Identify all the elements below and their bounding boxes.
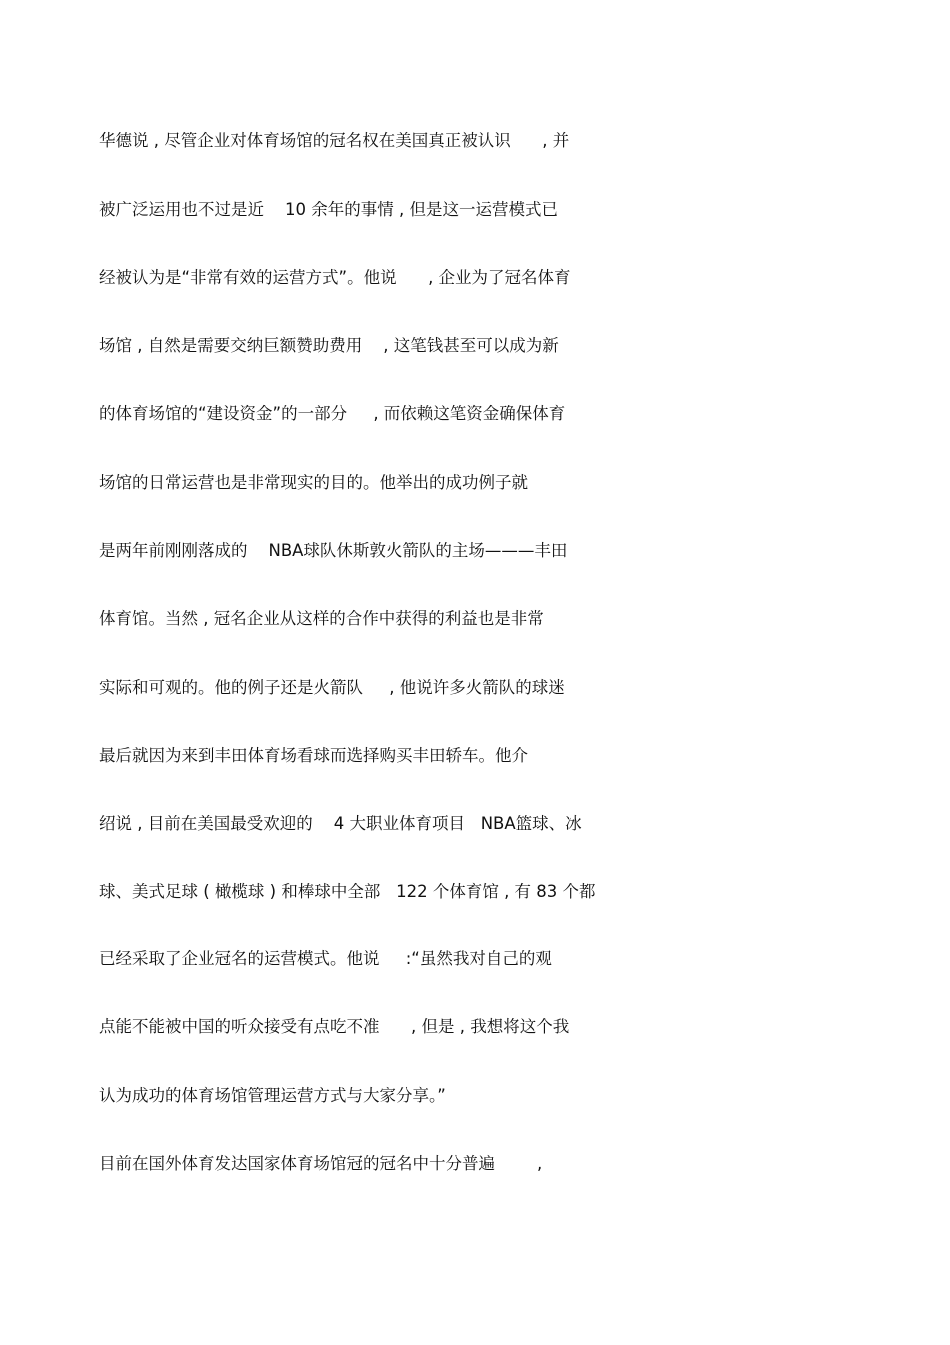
- body-text-line: 已经采取了企业冠名的运营模式。他说 :“虽然我对自己的观: [99, 949, 552, 968]
- body-text-line: 场馆 , 自然是需要交纳巨额赞助费用 , 这笔钱甚至可以成为新: [99, 336, 559, 355]
- body-text-line: 被广泛运用也不过是近 10 余年的事情 , 但是这一运营模式已: [99, 200, 558, 219]
- body-text-line: 认为成功的体育场馆管理运营方式与大家分享。”: [99, 1086, 446, 1105]
- body-text-line: 是两年前刚刚落成的 NBA球队休斯敦火箭队的主场———丰田: [99, 541, 568, 560]
- body-text-line: 球、美式足球 ( 橄榄球 ) 和棒球中全部 122 个体育馆 , 有 83 个都: [99, 882, 596, 901]
- body-text-line: 经被认为是“非常有效的运营方式”。他说 , 企业为了冠名体育: [99, 268, 571, 287]
- body-text-line: 最后就因为来到丰田体育场看球而选择购买丰田轿车。他介: [99, 746, 528, 765]
- body-text-line: 点能不能被中国的听众接受有点吃不准 , 但是 , 我想将这个我: [99, 1017, 570, 1036]
- body-text-line: 场馆的日常运营也是非常现实的目的。他举出的成功例子就: [99, 473, 528, 492]
- body-text-line: 华德说 , 尽管企业对体育场馆的冠名权在美国真正被认识 , 并: [99, 131, 570, 150]
- body-text-line: 实际和可观的。他的例子还是火箭队 , 他说许多火箭队的球迷: [99, 678, 565, 697]
- body-text-line: 绍说 , 目前在美国最受欢迎的 4 大职业体育项目 NBA篮球、冰: [99, 814, 582, 833]
- body-text-line: 的体育场馆的“建设资金”的一部分 , 而依赖这笔资金确保体育: [99, 404, 566, 423]
- body-text-line: 目前在国外体育发达国家体育场馆冠的冠名中十分普遍 ,: [99, 1154, 543, 1173]
- body-text-line: 体育馆。当然 , 冠名企业从这样的合作中获得的利益也是非常: [99, 609, 544, 628]
